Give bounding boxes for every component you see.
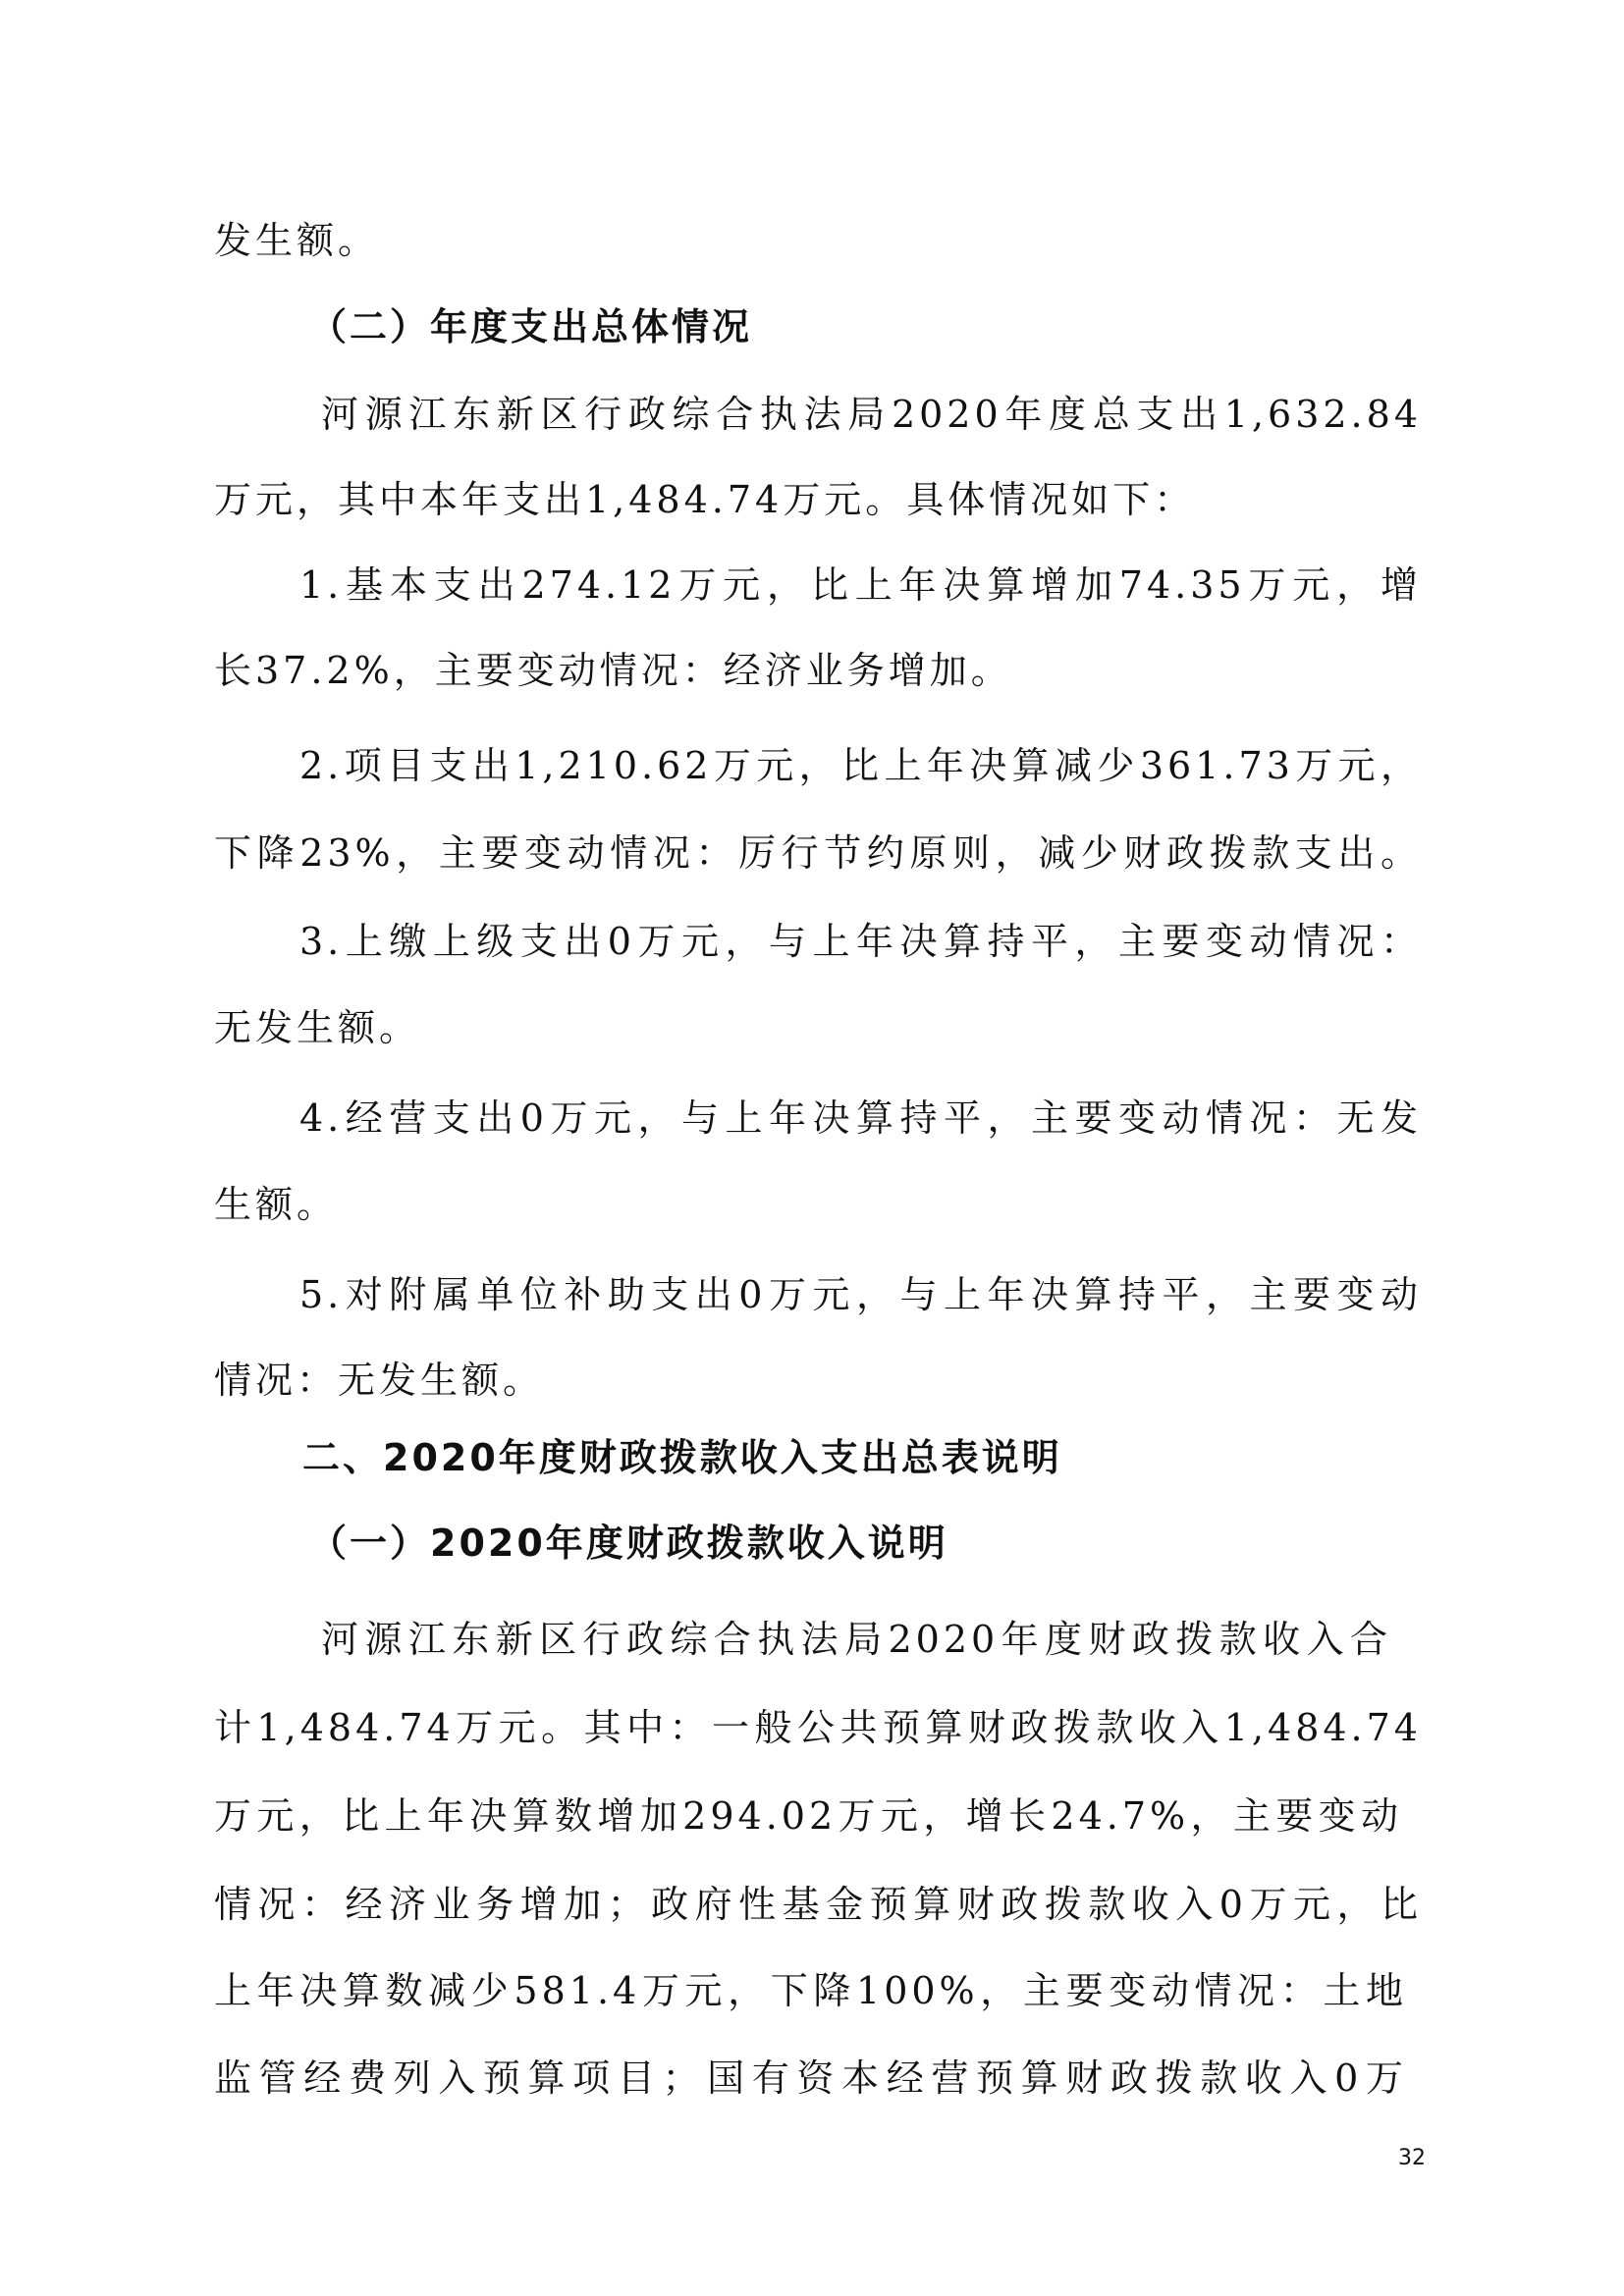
list-item-line: 2.项目支出1,210.62万元，比上年决算减少361.73万元，: [299, 744, 1422, 787]
body-text-line: 万元，比上年决算数增加294.02万元，增长24.7%，主要变动: [214, 1794, 1402, 1838]
list-item-line: 情况：无发生额。: [214, 1359, 545, 1402]
list-item-line: 3.上缴上级支出0万元，与上年决算持平，主要变动情况：: [299, 920, 1422, 963]
body-text-line: 监管经费列入预算项目；国有资本经营预算财政拨款收入0万: [214, 2056, 1407, 2100]
body-text-line: 河源江东新区行政综合执法局2020年度总支出1,632.84: [321, 393, 1422, 436]
section-heading: （二）年度支出总体情况: [309, 305, 753, 348]
list-item-line: 生额。: [214, 1183, 339, 1226]
list-item-line: 下降23%，主要变动情况：厉行节约原则，减少财政拨款支出。: [214, 831, 1422, 875]
body-text-line: 河源江东新区行政综合执法局2020年度财政拨款收入合: [321, 1618, 1391, 1661]
list-item-line: 5.对附属单位补助支出0万元，与上年决算持平，主要变动: [299, 1273, 1422, 1316]
body-text-line: 万元，其中本年支出1,484.74万元。具体情况如下：: [214, 478, 1196, 521]
body-text-line: 计1,484.74万元。其中：一般公共预算财政拨款收入1,484.74: [214, 1706, 1422, 1749]
body-text-line: 发生额。: [214, 219, 380, 262]
list-item-line: 1.基本支出274.12万元，比上年决算增加74.35万元，增: [299, 563, 1422, 607]
list-item-line: 4.经营支出0万元，与上年决算持平，主要变动情况：无发: [299, 1096, 1422, 1140]
list-item-line: 长37.2%，主要变动情况：经济业务增加。: [214, 649, 1012, 692]
list-item-line: 无发生额。: [214, 1006, 421, 1049]
chapter-heading: 二、2020年度财政拨款收入支出总表说明: [302, 1436, 1062, 1479]
body-text-line: 上年决算数减少581.4万元，下降100%，主要变动情况：土地: [214, 1969, 1407, 2012]
body-text-line: 情况：经济业务增加；政府性基金预算财政拨款收入0万元，比: [214, 1883, 1422, 1926]
page-number: 32: [1398, 2146, 1426, 2170]
section-heading: （一）2020年度财政拨款收入说明: [309, 1522, 948, 1565]
